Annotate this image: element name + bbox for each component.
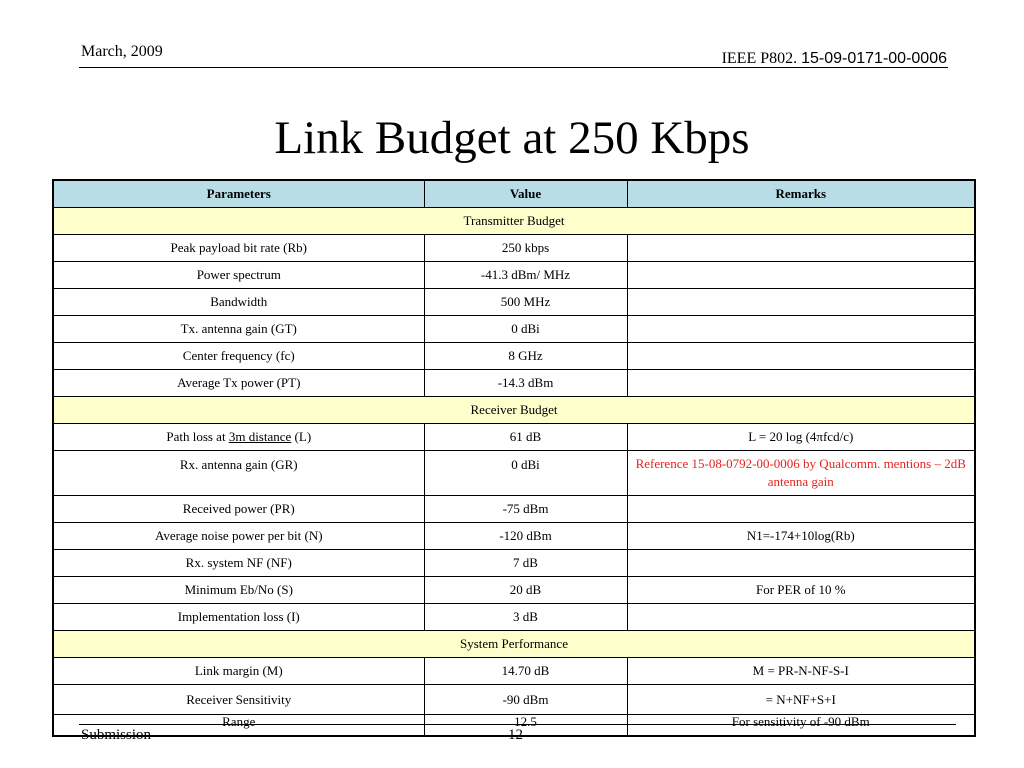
- table-row: [53, 235, 975, 262]
- table-row: [53, 577, 975, 604]
- value-cell: 250 kbps: [424, 235, 627, 262]
- remark-cell: [627, 343, 975, 370]
- section-row: [53, 397, 975, 424]
- footer-page-number: 12: [508, 727, 523, 743]
- footer-divider: [79, 724, 956, 725]
- param-cell: Range: [53, 715, 424, 737]
- table-row: [53, 550, 975, 577]
- table-row: [53, 424, 975, 451]
- param-cell: Received power (PR): [53, 496, 424, 523]
- param-cell: Rx. system NF (NF): [53, 550, 424, 577]
- header-date: March, 2009: [81, 43, 163, 60]
- param-cell: Receiver Sensitivity: [53, 685, 424, 715]
- table-row: [53, 685, 975, 715]
- remark-cell: [627, 370, 975, 397]
- table-row: [53, 370, 975, 397]
- table-row: [53, 262, 975, 289]
- param-cell: Implementation loss (I): [53, 604, 424, 631]
- param-text: Path loss at: [166, 429, 229, 444]
- param-cell: Average noise power per bit (N): [53, 523, 424, 550]
- param-text: (L): [291, 429, 312, 444]
- value-cell: 0 dBi: [424, 451, 627, 496]
- section-row: [53, 631, 975, 658]
- remark-cell: = N+NF+S+I: [627, 685, 975, 715]
- link-budget-table: [52, 179, 976, 737]
- value-cell: -41.3 dBm/ MHz: [424, 262, 627, 289]
- table-row: [53, 289, 975, 316]
- value-cell: 8 GHz: [424, 343, 627, 370]
- column-header-parameters: Parameters: [53, 180, 424, 208]
- value-cell: 0 dBi: [424, 316, 627, 343]
- remark-cell: M = PR-N-NF-S-I: [627, 658, 975, 685]
- param-cell: Rx. antenna gain (GR): [53, 451, 424, 496]
- value-cell: 61 dB: [424, 424, 627, 451]
- value-cell: 3 dB: [424, 604, 627, 631]
- header-doc-prefix: IEEE P802.: [721, 50, 802, 67]
- remark-reference-cell: Reference 15-08-0792-00-0006 by Qualcomm. mentions – 2dB antenna gain: [627, 451, 975, 496]
- remark-cell: For PER of 10 %: [627, 577, 975, 604]
- distance-underlined: 3m distance: [228, 429, 292, 444]
- value-cell: -120 dBm: [424, 523, 627, 550]
- remark-cell: [627, 550, 975, 577]
- param-cell: Bandwidth: [53, 289, 424, 316]
- remark-cell: For sensitivity of -90 dBm: [627, 715, 975, 737]
- header-divider: [79, 67, 948, 68]
- remark-cell: L = 20 log (4πfcd/c): [627, 424, 975, 451]
- param-cell: Peak payload bit rate (Rb): [53, 235, 424, 262]
- value-cell: 14.70 dB: [424, 658, 627, 685]
- remark-cell: [627, 316, 975, 343]
- column-header-value: Value: [424, 180, 627, 208]
- section-receiver-budget: Receiver Budget: [53, 397, 975, 424]
- table-row: [53, 451, 975, 496]
- param-cell: Center frequency (fc): [53, 343, 424, 370]
- table-row: [53, 658, 975, 685]
- section-transmitter-budget: Transmitter Budget: [53, 208, 975, 235]
- param-cell: [53, 424, 424, 451]
- slide-title: Link Budget at 250 Kbps: [274, 112, 750, 164]
- section-row: [53, 208, 975, 235]
- value-cell: 20 dB: [424, 577, 627, 604]
- remark-cell: N1=-174+10log(Rb): [627, 523, 975, 550]
- param-cell: Minimum Eb/No (S): [53, 577, 424, 604]
- param-cell: Link margin (M): [53, 658, 424, 685]
- value-cell: 12.5: [424, 715, 627, 737]
- remark-cell: [627, 235, 975, 262]
- param-cell: Average Tx power (PT): [53, 370, 424, 397]
- remark-cell: [627, 262, 975, 289]
- table-row: [53, 343, 975, 370]
- section-system-performance: System Performance: [53, 631, 975, 658]
- value-cell: 500 MHz: [424, 289, 627, 316]
- header-doc-number: 15-09-0171-00-0006: [801, 50, 947, 67]
- value-cell: 7 dB: [424, 550, 627, 577]
- header-doc-id: [722, 50, 947, 68]
- param-cell: Tx. antenna gain (GT): [53, 316, 424, 343]
- remark-cell: [627, 496, 975, 523]
- table-row: [53, 496, 975, 523]
- param-cell: Power spectrum: [53, 262, 424, 289]
- table-header-row: [53, 180, 975, 208]
- footer-submission: Submission: [81, 727, 152, 743]
- remark-cell: [627, 289, 975, 316]
- remark-cell: [627, 604, 975, 631]
- value-cell: -75 dBm: [424, 496, 627, 523]
- column-header-remarks: Remarks: [627, 180, 975, 208]
- table-row: [53, 523, 975, 550]
- table-row: [53, 604, 975, 631]
- value-cell: -14.3 dBm: [424, 370, 627, 397]
- table-row: [53, 316, 975, 343]
- value-cell: -90 dBm: [424, 685, 627, 715]
